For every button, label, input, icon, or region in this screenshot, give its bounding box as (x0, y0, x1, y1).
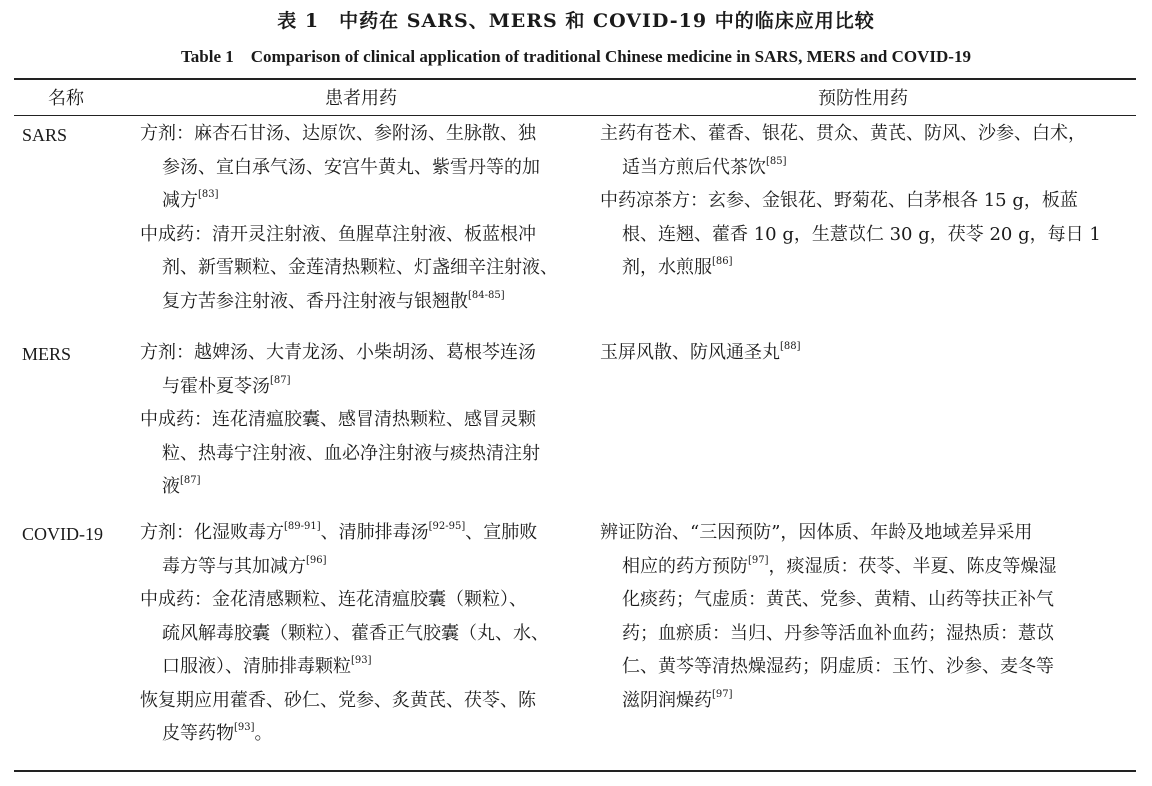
cell-line (140, 184, 600, 218)
cell-text: 液 (162, 476, 180, 497)
cell-paragraph (600, 184, 1136, 285)
reference-marker: [87] (270, 374, 291, 386)
cell-text: 参汤、宣白承气汤、安宫牛黄丸、紫雪丹等的加 (162, 156, 540, 178)
cell-text: 。 (254, 723, 273, 744)
reference-marker: [87] (180, 475, 201, 486)
covid19-patient-cell (140, 516, 600, 751)
cell-line (600, 550, 1136, 584)
cell-line (140, 583, 600, 617)
row-name-sars: SARS (22, 125, 68, 145)
cell-text: 与霍朴夏苓汤 (162, 375, 270, 397)
cell-line (140, 717, 600, 751)
cell-line (600, 650, 1136, 684)
cell-line (140, 403, 600, 437)
header-name: 名称 (48, 88, 84, 109)
cell-text: 复方苦参注射液、香丹注射液与银翘散 (162, 290, 468, 312)
cell-text: 减方 (162, 190, 198, 211)
cell-text: 中成药：连花清瘟胶囊、感冒清热颗粒、感冒灵颗 (140, 409, 536, 430)
cell-text: 方剂：麻杏石甘汤、达原饮、参附汤、生脉散、独 (140, 123, 536, 144)
cell-text: 、清肺排毒汤 (320, 522, 429, 543)
cell-text: 方剂：越婢汤、大青龙汤、小柴胡汤、葛根芩连汤 (140, 342, 536, 363)
cell-text: 中成药：清开灵注射液、鱼腥草注射液、板蓝根冲 (140, 223, 536, 245)
cell-line (600, 251, 1136, 285)
reference-marker: [89-91] (284, 521, 321, 532)
cell-text: 皮等药物 (162, 723, 234, 744)
cell-text: 主药有苍术、藿香、银花、贯众、黄芪、防风、沙参、白术， (600, 123, 1086, 144)
top-rule (14, 78, 1136, 80)
cell-paragraph (140, 336, 600, 403)
cell-paragraph (600, 336, 1136, 370)
cell-line (140, 516, 600, 550)
cell-text: 根、连翘、藿香 10 g，生薏苡仁 30 g，茯苓 20 g，每日 1 (622, 223, 1101, 245)
cell-text: 粒、热毒宁注射液、血必净注射液与痰热清注射 (162, 442, 540, 464)
cell-paragraph (140, 516, 600, 583)
cell-line (600, 336, 1136, 370)
cell-text: 仁、黄芩等清热燥湿药；阴虚质：玉竹、沙参、麦冬等 (622, 656, 1054, 677)
table-title-cn: 表 1 中药在 SARS、MERS 和 COVID-19 中的临床应用比较 (277, 10, 875, 32)
cell-paragraph (140, 684, 600, 751)
cell-line (140, 550, 600, 584)
cell-line (600, 516, 1136, 550)
cell-line (600, 117, 1136, 151)
cell-line (600, 583, 1136, 617)
cell-text: 中药凉茶方：玄参、金银花、野菊花、白茅根各 15 g，板蓝 (600, 190, 1078, 211)
sars-patient-cell (140, 117, 600, 318)
cell-line (140, 684, 600, 718)
cell-text: 中成药：金花清感颗粒、连花清瘟胶囊（颗粒）、 (140, 589, 527, 610)
reference-marker: [97] (748, 554, 769, 566)
cell-line (140, 370, 600, 404)
cell-line (140, 285, 600, 319)
cell-line (140, 117, 600, 151)
mers-patient-cell (140, 336, 600, 504)
cell-text: 方剂：化湿败毒方 (140, 522, 284, 543)
cell-line (600, 184, 1136, 218)
cell-line (140, 650, 600, 684)
cell-text: 滋阴润燥药 (622, 689, 712, 711)
row-name-covid19: COVID-19 (22, 524, 103, 544)
reference-marker: [92-95] (428, 521, 466, 532)
cell-line (140, 437, 600, 471)
cell-line (140, 336, 600, 370)
cell-text: 疏风解毒胶囊（颗粒）、藿香正气胶囊（丸、水、 (162, 622, 549, 644)
header-rule (14, 115, 1136, 116)
cell-paragraph (140, 117, 600, 218)
cell-text: 相应的药方预防 (622, 555, 748, 577)
header-prevention: 预防性用药 (818, 88, 908, 109)
cell-line (600, 151, 1136, 185)
cell-line (140, 151, 600, 185)
cell-text: 口服液）、清肺排毒颗粒 (162, 656, 351, 677)
cell-paragraph (140, 583, 600, 684)
cell-paragraph (600, 516, 1136, 717)
cell-text: 恢复期应用藿香、砂仁、党参、炙黄芪、茯苓、陈 (140, 689, 536, 711)
cell-line (600, 684, 1136, 718)
cell-line (600, 218, 1136, 252)
cell-text: 玉屏风散、防风通圣丸 (600, 342, 780, 363)
cell-line (140, 470, 600, 504)
cell-line (140, 617, 600, 651)
sars-prevention-cell (600, 117, 1136, 285)
cell-line (600, 617, 1136, 651)
cell-text: 辨证防治、“三因预防”，因体质、年龄及地域差异采用 (600, 522, 1033, 543)
covid19-prevention-cell (600, 516, 1136, 717)
cell-text: 适当方煎后代茶饮 (622, 156, 766, 178)
reference-marker: [88] (780, 341, 801, 352)
table-title-en: Table 1 Comparison of clinical application of traditional Chinese medicine in SARS, MERS and COVID-19 (181, 47, 971, 66)
mers-prevention-cell (600, 336, 1136, 370)
cell-text: 化痰药；气虚质：黄芪、党参、黄精、山药等扶正补气 (622, 589, 1054, 610)
header-patient: 患者用药 (325, 88, 397, 109)
cell-text: 、宣肺败 (465, 522, 538, 543)
cell-line (140, 218, 600, 252)
cell-line (140, 251, 600, 285)
reference-marker: [86] (712, 256, 733, 267)
cell-text: 毒方等与其加减方 (162, 555, 306, 577)
cell-paragraph (600, 117, 1136, 184)
reference-marker: [83] (198, 189, 219, 200)
cell-text: 剂、新雪颗粒、金莲清热颗粒、灯盏细辛注射液、 (162, 257, 558, 278)
cell-paragraph (140, 218, 600, 319)
cell-paragraph (140, 403, 600, 504)
reference-marker: [96] (306, 554, 327, 566)
reference-marker: [84-85] (468, 289, 505, 301)
cell-text: 剂，水煎服 (622, 257, 712, 278)
bottom-rule (14, 770, 1136, 772)
row-name-mers: MERS (22, 344, 72, 364)
cell-text: 药；血瘀质：当归、丹参等活血补血药；湿热质：薏苡 (622, 622, 1054, 644)
reference-marker: [93] (234, 722, 255, 733)
reference-marker: [97] (712, 688, 733, 700)
cell-text: ，痰湿质：茯苓、半夏、陈皮等燥湿 (768, 555, 1057, 577)
reference-marker: [93] (351, 655, 372, 666)
reference-marker: [85] (766, 155, 787, 167)
